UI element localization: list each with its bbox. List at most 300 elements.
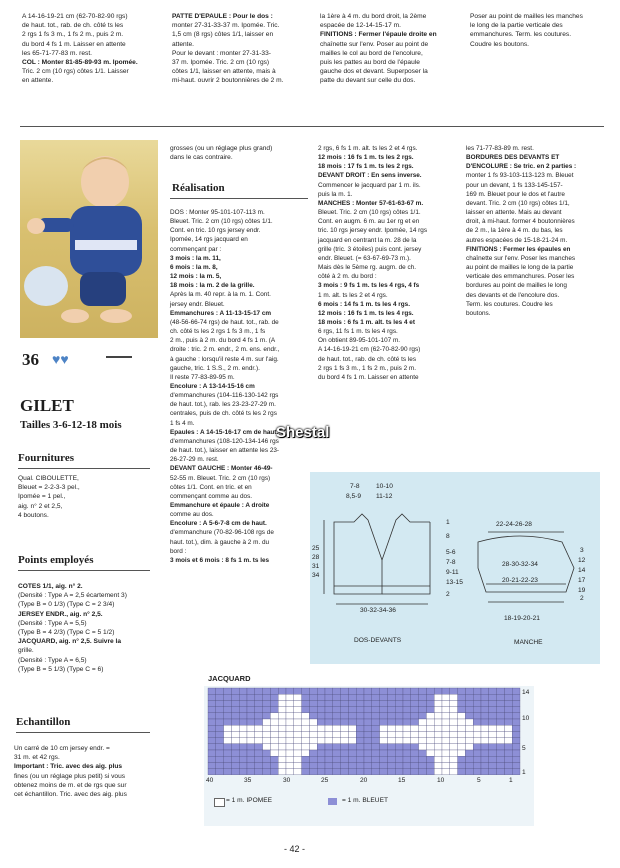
dim-bottom: 30-32-34-36: [360, 607, 396, 614]
jacquard-cell: [348, 707, 356, 713]
text-line: COL : Monter 81-85-89-93 m. Ipomée.: [22, 59, 138, 67]
text-line: A 14-16-19-21 cm (62-70-82-90 rgs): [22, 13, 128, 20]
jacquard-cell: [395, 694, 403, 700]
jacquard-cell: [465, 744, 473, 750]
jacquard-cell: [325, 762, 333, 768]
jacquard-cell: [294, 713, 302, 719]
text-line: commençant par :: [170, 245, 222, 253]
text-line: Après la m. 40 repr. à la m. 1. Cont.: [170, 291, 271, 299]
jacquard-cell: [465, 688, 473, 694]
text-line: les 71-77-83-89 m. rest.: [466, 145, 534, 152]
jacquard-cell: [325, 738, 333, 744]
jacquard-cell: [426, 738, 434, 744]
text-line: bordures au point de mailles le long: [466, 282, 567, 290]
jacquard-cell: [434, 707, 442, 713]
text-line: 1 fs 4 m.: [170, 419, 195, 427]
jacquard-cell: [224, 694, 232, 700]
jacquard-cell: [442, 731, 450, 737]
jacquard-cell: [247, 731, 255, 737]
jacquard-cell: [481, 738, 489, 744]
text-line: FINITIONS : Fermer les épaules en: [466, 245, 571, 253]
jacquard-cell: [341, 688, 349, 694]
jacquard-cell: [224, 738, 232, 744]
page-number: - 42 -: [284, 844, 306, 854]
jacquard-cell: [278, 700, 286, 706]
jacquard-cell: [348, 762, 356, 768]
text-line: Encolure : A 5-6-7-8 cm de haut.: [170, 520, 267, 528]
jacquard-cell: [403, 731, 411, 737]
jacquard-cell: [372, 725, 380, 731]
mid-intro: [170, 144, 310, 162]
jacquard-cell: [356, 744, 364, 750]
jacquard-cell: [481, 719, 489, 725]
jacquard-cell: [348, 725, 356, 731]
jacquard-cell: [294, 738, 302, 744]
jacquard-cell: [504, 700, 512, 706]
jacquard-cell: [473, 719, 481, 725]
jacquard-cell: [239, 769, 247, 775]
jacquard-cell: [216, 688, 224, 694]
jacquard-cell: [473, 707, 481, 713]
jacquard-cell: [380, 731, 388, 737]
jacquard-cell: [473, 700, 481, 706]
jacquard-cell: [372, 738, 380, 744]
jacquard-cell: [278, 713, 286, 719]
jacquard-cell: [286, 738, 294, 744]
jacquard-cell: [302, 700, 310, 706]
dim-left-4: 34: [312, 572, 320, 579]
jacquard-cell: [255, 756, 263, 762]
text-line: 18 mois : 6 fs 1 m. alt. ts les 4 et: [318, 318, 415, 326]
text-line: gauche, tric. 1 S.S., 2 m. endr.).: [170, 364, 260, 372]
text-line: 169 m. Bleuet pour le dos et l'autre: [466, 190, 565, 198]
x-tick-40: 40: [206, 777, 214, 784]
jacquard-cell: [372, 688, 380, 694]
jacquard-cell: [380, 700, 388, 706]
jacquard-cell: [403, 688, 411, 694]
jacquard-cell: [419, 756, 427, 762]
jacquard-cell: [403, 694, 411, 700]
text-line: laisser en attente. Mais au devant: [466, 209, 562, 217]
jacquard-cell: [356, 756, 364, 762]
jacquard-cell: [450, 731, 458, 737]
jacquard-cell: [387, 769, 395, 775]
jacquard-cell: [465, 719, 473, 725]
jacquard-cell: [442, 700, 450, 706]
dim-right-2: 8: [446, 533, 450, 540]
jacquard-cell: [247, 713, 255, 719]
jacquard-cell: [208, 750, 216, 756]
text-line: grille (tric. 3 étoiles) puis cont. jersey: [318, 245, 422, 253]
text-line: FINITIONS : Fermer l'épaule droite en: [320, 31, 437, 39]
text-line: Coudre les boutons.: [470, 40, 530, 48]
jacquard-cell: [224, 688, 232, 694]
jacquard-cell: [333, 750, 341, 756]
jacquard-cell: [411, 694, 419, 700]
jacquard-cell: [216, 707, 224, 713]
dim-right-3: 5-6: [446, 549, 456, 556]
jacquard-cell: [341, 713, 349, 719]
text-line: patte du devant sur celle du dos.: [320, 77, 416, 85]
jacquard-cell: [512, 744, 520, 750]
jacquard-cell: [380, 769, 388, 775]
jacquard-cell: [263, 744, 271, 750]
jacquard-cell: [481, 694, 489, 700]
jacquard-cell: [231, 762, 239, 768]
jacquard-cell: [364, 688, 372, 694]
jacquard-cell: [302, 719, 310, 725]
jacquard-cell: [309, 744, 317, 750]
points-list: [18, 582, 158, 674]
jacquard-cell: [489, 731, 497, 737]
jacquard-cell: [263, 694, 271, 700]
jacquard-cell: [263, 731, 271, 737]
jacquard-cell: [380, 688, 388, 694]
jacquard-cell: [473, 744, 481, 750]
jacquard-cell: [341, 725, 349, 731]
text-line: tric. 10 rgs jersey endr. Ipomée, 14 rgs: [318, 227, 428, 235]
text-line: espacée de 12-14-15-17 m.: [320, 22, 402, 30]
jacquard-cell: [231, 744, 239, 750]
jacquard-cell: [465, 713, 473, 719]
jacquard-cell: [270, 719, 278, 725]
jacquard-cell: [317, 769, 325, 775]
jacquard-cell: [481, 731, 489, 737]
jacquard-cell: [255, 719, 263, 725]
jacquard-cell: [325, 725, 333, 731]
dim-left-2: 28: [312, 554, 320, 561]
jacquard-cell: [309, 707, 317, 713]
jacquard-cell: [458, 744, 466, 750]
jacquard-cell: [512, 731, 520, 737]
jacquard-cell: [341, 744, 349, 750]
jacquard-cell: [434, 725, 442, 731]
text-line: boutons.: [466, 309, 491, 317]
jacquard-cell: [356, 694, 364, 700]
jacquard-cell: [325, 688, 333, 694]
sleeve-mid1: 28-30-32-34: [502, 561, 538, 568]
jacquard-cell: [497, 688, 505, 694]
jacquard-cell: [419, 725, 427, 731]
jacquard-cell: [387, 744, 395, 750]
text-line: fines (ou un réglage plus petit) si vous: [14, 772, 126, 780]
jacquard-cell: [333, 688, 341, 694]
jacquard-cell: [239, 707, 247, 713]
jacquard-cell: [497, 707, 505, 713]
jacquard-cell: [302, 713, 310, 719]
jacquard-cell: [473, 725, 481, 731]
jacquard-cell: [325, 744, 333, 750]
text-line: Poser au point de mailles les manches: [470, 13, 583, 20]
jacquard-cell: [239, 700, 247, 706]
jacquard-cell: [294, 762, 302, 768]
jacquard-cell: [395, 725, 403, 731]
jacquard-cell: [442, 719, 450, 725]
jacquard-cell: [356, 700, 364, 706]
brand-logo: [106, 356, 132, 364]
jacquard-cell: [317, 738, 325, 744]
jacquard-cell: [224, 769, 232, 775]
jacquard-cell: [403, 762, 411, 768]
jacquard-cell: [278, 744, 286, 750]
jacquard-cell: [403, 719, 411, 725]
text-line: Ipomée = 1 pel.,: [18, 493, 66, 501]
jacquard-cell: [255, 731, 263, 737]
jacquard-cell: [465, 731, 473, 737]
jacquard-cell: [419, 750, 427, 756]
jacquard-cell: [442, 756, 450, 762]
jacquard-cell: [504, 707, 512, 713]
jacquard-cell: [325, 719, 333, 725]
jacquard-cell: [434, 713, 442, 719]
fournitures-title: Fournitures: [18, 452, 75, 464]
sleeve-right-3: 14: [578, 567, 586, 574]
text-line: obtenez moins de m. et de rgs que sur: [14, 781, 127, 789]
dim-top-a1: 7-8: [350, 483, 360, 490]
jacquard-cell: [247, 750, 255, 756]
jacquard-cell: [442, 694, 450, 700]
jacquard-cell: [341, 719, 349, 725]
text-line: en attente.: [22, 77, 54, 85]
jacquard-cell: [333, 725, 341, 731]
text-line: chaînette sur l'env. Poser les manches: [466, 254, 576, 262]
x-tick-1: 1: [509, 777, 513, 784]
text-line: d'emmanchure (70-82-96-108 rgs de: [170, 529, 274, 537]
jacquard-cell: [473, 750, 481, 756]
jacquard-cell: [458, 750, 466, 756]
jacquard-cell: [372, 700, 380, 706]
text-line: Cont. en tric. 10 rgs jersey endr.: [170, 227, 261, 235]
jacquard-cell: [411, 713, 419, 719]
text-line: pour un devant, 1 fs 133-145-157-: [466, 181, 563, 189]
jacquard-cell: [317, 700, 325, 706]
jacquard-cell: [348, 731, 356, 737]
jacquard-cell: [325, 731, 333, 737]
jacquard-cell: [387, 750, 395, 756]
jacquard-cell: [278, 769, 286, 775]
jacquard-cell: [255, 744, 263, 750]
jacquard-cell: [255, 694, 263, 700]
jacquard-cell: [434, 700, 442, 706]
jacquard-cell: [395, 762, 403, 768]
sleeve-right-4: 17: [578, 577, 586, 584]
jacquard-cell: [450, 744, 458, 750]
jacquard-cell: [270, 750, 278, 756]
jacquard-cell: [216, 694, 224, 700]
jacquard-cell: [473, 769, 481, 775]
sleeve-right-2: 12: [578, 557, 586, 564]
dim-left-1: 25: [312, 545, 320, 552]
text-line: (Densité : Type A = 6,5): [18, 656, 87, 664]
jacquard-cell: [263, 762, 271, 768]
jacquard-cell: [372, 756, 380, 762]
text-line: d'emmanchures (104-116-130-142 rgs: [170, 392, 279, 400]
jacquard-cell: [263, 707, 271, 713]
jacquard-cell: [270, 713, 278, 719]
jacquard-cell: [512, 700, 520, 706]
jacquard-cell: [473, 713, 481, 719]
text-line: devant. Tric. 2 cm (10 rgs) côtes 1/1,: [466, 199, 570, 207]
jacquard-cell: [317, 750, 325, 756]
jacquard-cell: [419, 700, 427, 706]
jacquard-cell: [263, 725, 271, 731]
jacquard-cell: [489, 750, 497, 756]
jacquard-cell: [208, 731, 216, 737]
jacquard-cell: [247, 744, 255, 750]
jacquard-cell: [489, 738, 497, 744]
jacquard-cell: [224, 700, 232, 706]
jacquard-cell: [224, 750, 232, 756]
jacquard-cell: [302, 744, 310, 750]
jacquard-cell: [286, 744, 294, 750]
jacquard-cell: [231, 688, 239, 694]
jacquard-cell: [325, 713, 333, 719]
text-line: 6 mois : 14 fs 1 m. ts les 4 rgs.: [318, 300, 410, 308]
jacquard-cell: [512, 762, 520, 768]
jacquard-cell: [372, 750, 380, 756]
jacquard-cell: [380, 744, 388, 750]
jacquard-cell: [309, 713, 317, 719]
jacquard-cell: [364, 719, 372, 725]
jacquard-cell: [325, 694, 333, 700]
jacquard-cell: [317, 707, 325, 713]
jacquard-cell: [465, 725, 473, 731]
jacquard-cell: [411, 707, 419, 713]
text-line: Il reste 77-83-89-95 m.: [170, 373, 235, 381]
jacquard-cell: [372, 719, 380, 725]
jacquard-cell: [504, 731, 512, 737]
text-line: Mais dès le 5ème rg. augm. de ch.: [318, 264, 417, 272]
text-line: aig. n° 2 et 2,5,: [18, 502, 63, 510]
text-line: 18 mois : 17 fs 1 m. ts les 2 rgs.: [318, 163, 414, 171]
text-line: puis la m. 1.: [318, 190, 353, 198]
jacquard-cell: [504, 762, 512, 768]
sleeve-top: 22-24-26-28: [496, 521, 532, 528]
text-line: A 14-16-19-21 cm (62-70-82-90 rgs): [318, 346, 421, 354]
jacquard-cell: [504, 769, 512, 775]
jacquard-cell: [333, 744, 341, 750]
jacquard-cell: [364, 700, 372, 706]
jacquard-cell: [333, 707, 341, 713]
jacquard-cell: [216, 725, 224, 731]
jacquard-cell: [411, 719, 419, 725]
text-line: ch. côté ts les 2 rgs 1 fs 3 m., 1 fs: [170, 328, 266, 336]
jacquard-cell: [208, 694, 216, 700]
jacquard-cell: [278, 725, 286, 731]
jacquard-cell: [426, 713, 434, 719]
jacquard-cell: [380, 756, 388, 762]
jacquard-cell: [395, 719, 403, 725]
jacquard-cell: [481, 762, 489, 768]
jacquard-cell: [247, 725, 255, 731]
text-line: 12 mois : 16 fs 1 m. ts les 4 rgs.: [318, 309, 414, 317]
jacquard-cell: [333, 738, 341, 744]
jacquard-cell: [497, 738, 505, 744]
jacquard-cell: [450, 738, 458, 744]
jacquard-cell: [216, 700, 224, 706]
text-line: Bleuet = 2-2-3-3 pel.,: [18, 484, 80, 492]
text-line: 6 rgs, 11 fs 1 m. ts les 4 rgs.: [318, 328, 398, 336]
x-tick-20: 20: [360, 777, 368, 784]
text-line: Tric. 2 cm (10 rgs) côtes 1/1. Laisser: [22, 68, 129, 76]
jacquard-cell: [411, 738, 419, 744]
jacquard-cell: [426, 756, 434, 762]
dim-right-5: 9-11: [446, 569, 459, 576]
jacquard-cell: [419, 713, 427, 719]
text-line: dans le cas contraire.: [170, 154, 233, 162]
jacquard-cell: [208, 738, 216, 744]
jacquard-cell: [364, 744, 372, 750]
jacquard-cell: [473, 731, 481, 737]
jacquard-cell: [239, 738, 247, 744]
text-line: Cont. en augm. 6 m. au 1er rg et en: [318, 218, 420, 226]
dim-left-3: 31: [312, 563, 320, 570]
jacquard-cell: [317, 719, 325, 725]
jacquard-cell: [224, 719, 232, 725]
jacquard-cell: [333, 731, 341, 737]
jacquard-cell: [325, 769, 333, 775]
jacquard-cell: [231, 700, 239, 706]
jacquard-cell: [489, 756, 497, 762]
jacquard-cell: [231, 707, 239, 713]
text-line: bord :: [170, 547, 187, 555]
jacquard-cell: [286, 750, 294, 756]
text-line: Ipomée, 14 rgs jacquard en: [170, 236, 248, 244]
jacquard-cell: [356, 713, 364, 719]
jacquard-cell: [309, 731, 317, 737]
legend-box-bleuet: [328, 798, 337, 805]
jacquard-cell: [504, 744, 512, 750]
jacquard-cell: [395, 769, 403, 775]
jacquard-cell: [294, 700, 302, 706]
jacquard-cell: [317, 713, 325, 719]
jacquard-cell: [450, 707, 458, 713]
jacquard-cell: [403, 707, 411, 713]
realisation-rule: [170, 198, 308, 199]
jacquard-cell: [364, 713, 372, 719]
jacquard-cell: [356, 738, 364, 744]
jacquard-cell: [489, 694, 497, 700]
text-line: mailles le col au bord de l'encolure,: [320, 49, 423, 57]
jacquard-cell: [411, 688, 419, 694]
jacquard-cell: [504, 756, 512, 762]
jacquard-cell: [270, 756, 278, 762]
text-line: d'emmanchures (108-120-134-146 rgs: [170, 437, 279, 445]
jacquard-cell: [231, 719, 239, 725]
jacquard-cell: [481, 725, 489, 731]
jacquard-cell: [426, 750, 434, 756]
jacquard-cell: [395, 713, 403, 719]
jacquard-cell: [278, 762, 286, 768]
jacquard-cell: [387, 713, 395, 719]
sleeve-right-1: 3: [580, 547, 584, 554]
jacquard-cell: [208, 707, 216, 713]
jacquard-cell: [208, 769, 216, 775]
jacquard-cell: [497, 750, 505, 756]
jacquard-cell: [348, 700, 356, 706]
jacquard-cell: [208, 713, 216, 719]
jacquard-cell: [341, 750, 349, 756]
jacquard-cell: [426, 769, 434, 775]
jacquard-cell: [426, 694, 434, 700]
jacquard-cell: [263, 750, 271, 756]
jacquard-cell: [489, 713, 497, 719]
jacquard-cell: [317, 756, 325, 762]
jacquard-cell: [473, 688, 481, 694]
jacquard-cell: [395, 731, 403, 737]
jacquard-cell: [473, 694, 481, 700]
jacquard-cell: [504, 738, 512, 744]
